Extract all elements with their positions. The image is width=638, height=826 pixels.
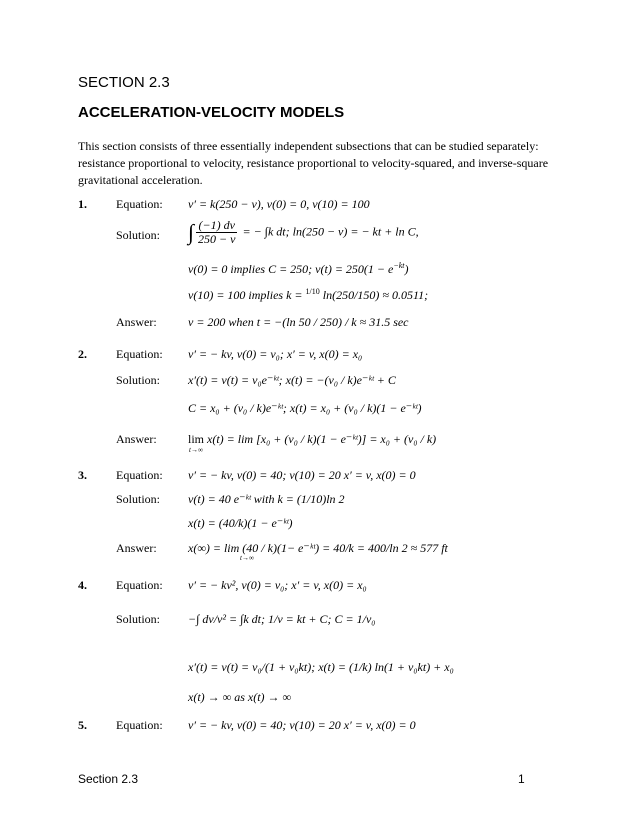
- solution-tail: = − ∫k dt; ln(250 − v) = − kt + ln C,: [239, 224, 419, 239]
- page-number: 1: [518, 772, 525, 786]
- line-text: v(10) = 100 implies k =: [188, 288, 306, 302]
- equation-label: Equation:: [116, 718, 163, 732]
- equation-label: Equation:: [116, 347, 163, 361]
- equation-label: Equation:: [116, 197, 163, 211]
- section-heading: SECTION 2.3: [78, 74, 170, 91]
- answer-text: x(t) = lim [x₀ + (v₀ / k)(1 − e⁻ᵏᵗ)] = x₀ + (v₀ / k): [207, 432, 437, 446]
- problem-1-line-1: [188, 262, 409, 277]
- problem-4-solution-1: −∫ dv/v² = ∫k dt; 1/v = kt + C; C = 1/v₀: [188, 612, 376, 626]
- problem-3-solution-1: v(t) = 40 e⁻ᵏᵗ with k = (1/10)ln 2: [188, 492, 345, 506]
- problem-3-equation: v′ = − kv, v(0) = 40; v(10) = 20 x′ = v, x(0) = 0: [188, 468, 416, 482]
- solution-label: Solution:: [116, 492, 161, 506]
- solution-label: Solution:: [116, 373, 161, 387]
- answer-text: x(∞) = lim (40 / k)(1− e⁻ᵏᵗ) = 40/k = 400/ln 2 ≈ 577 ft: [188, 541, 448, 555]
- line-text: v(0) = 0 implies C = 250; v(t) = 250(1 − e: [188, 262, 394, 276]
- answer-label: Answer:: [116, 315, 157, 329]
- problem-4-solution-2: x′(t) = v(t) = v₀/(1 + v₀kt); x(t) = (1/k) ln(1 + v₀kt) + x₀: [188, 660, 454, 674]
- exponent: −kt: [393, 261, 405, 270]
- problem-1-line-2: [188, 288, 428, 303]
- limit-operator: lim: [188, 432, 205, 446]
- problem-4-equation: v′ = − kv², v(0) = v₀; x′ = v, x(0) = x₀: [188, 578, 367, 592]
- answer-label: Answer:: [116, 541, 157, 555]
- limit-subscript: t→∞: [189, 446, 203, 454]
- equation-label: Equation:: [116, 578, 163, 592]
- problem-1-solution: ∫ $\frac{(-1) dv}{250 - v}$ = − ∫k dt; ln(250 − v) = − kt + ln C,: [188, 218, 419, 246]
- problem-4-solution-3: x(t) → ∞ as x(t) → ∞: [188, 690, 292, 704]
- footer-section: Section 2.3: [78, 772, 139, 786]
- close-paren: ): [404, 262, 409, 276]
- line-text: ln(250/150) ≈ 0.0511;: [319, 288, 429, 302]
- problem-5-equation: v′ = − kv, v(0) = 40; v(10) = 20 x′ = v, x(0) = 0: [188, 718, 416, 732]
- problem-2-solution-2: C = x₀ + (v₀ / k)e⁻ᵏᵗ; x(t) = x₀ + (v₀ / k)(1 − e⁻ᵏᵗ): [188, 401, 422, 415]
- problem-3-solution-2: x(t) = (40/k)(1 − e⁻ᵏᵗ): [188, 516, 293, 530]
- problem-2-answer: [188, 432, 436, 454]
- problem-3-answer: [188, 541, 448, 562]
- fraction-numerator: (−1) dv: [196, 219, 237, 233]
- problem-1-answer: v = 200 when t = −(ln 50 / 250) / k ≈ 31.5 sec: [188, 315, 409, 329]
- problem-number: 3.: [78, 468, 87, 482]
- solution-label: Solution:: [116, 612, 161, 626]
- limit-subscript: t→∞: [240, 554, 254, 562]
- problem-number: 2.: [78, 347, 87, 361]
- problem-2-solution-1: x′(t) = v(t) = v₀e⁻ᵏᵗ; x(t) = −(v₀ / k)e⁻ᵏᵗ + C: [188, 373, 396, 387]
- equation-label: Equation:: [116, 468, 163, 482]
- fraction-denominator: 250 − v: [198, 232, 236, 246]
- intro-paragraph: This section consists of three essentially independent subsections that can be studied separately: resistance proportional to velocity, resistance proportional to velocity-squared, and inverse-square gravitational acceleration.: [78, 139, 549, 187]
- k-fraction: 1/10: [305, 287, 320, 296]
- solution-label: Solution:: [116, 228, 161, 242]
- problem-number: 1.: [78, 197, 87, 211]
- problem-2-equation: v′ = − kv, v(0) = v₀; x′ = v, x(0) = x₀: [188, 347, 363, 361]
- problem-number: 4.: [78, 578, 87, 592]
- answer-label: Answer:: [116, 432, 157, 446]
- page-title: ACCELERATION-VELOCITY MODELS: [78, 104, 345, 121]
- problem-number: 5.: [78, 718, 87, 732]
- problem-1-equation: v′ = k(250 − v), v(0) = 0, v(10) = 100: [188, 197, 370, 211]
